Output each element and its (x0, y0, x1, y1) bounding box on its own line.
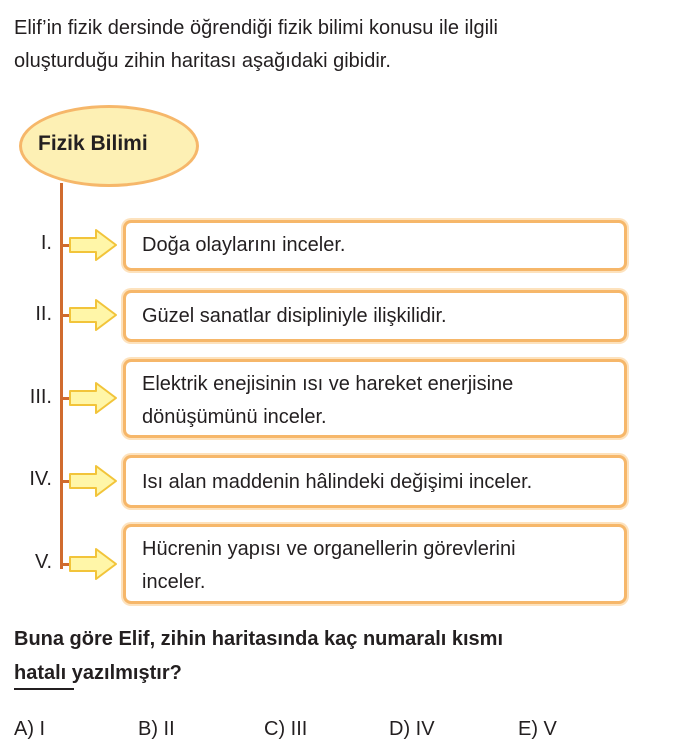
item-numeral-5: V. (34, 551, 52, 573)
choice-a[interactable]: A) I (14, 718, 46, 740)
statement-5-line-2: inceler. (142, 571, 206, 593)
arrow-right-icon (68, 228, 118, 262)
statement-3-line-2: dönüşümünü inceler. (142, 406, 327, 428)
statement-1-line-1: Doğa olaylarını inceler. (142, 234, 346, 256)
choice-d[interactable]: D) IV (389, 718, 435, 740)
connector-line (60, 183, 63, 569)
choice-e[interactable]: E) V (518, 718, 557, 740)
statement-4-line-1: Isı alan maddenin hâlindeki değişimi inceler. (142, 471, 533, 493)
arrow-right-icon (68, 381, 118, 415)
statement-text-3 (142, 368, 614, 434)
statement-text-5 (142, 533, 614, 599)
item-numeral-3: III. (29, 386, 52, 408)
arrow-right-icon (68, 547, 118, 581)
emphasis-underline (14, 688, 74, 690)
statement-3-line-1: Elektrik enejisinin ısı ve hareket enerjisine (142, 373, 514, 395)
choice-c[interactable]: C) III (264, 718, 308, 740)
intro-text (14, 12, 674, 78)
choice-b[interactable]: B) II (138, 718, 175, 740)
statement-text-2 (142, 300, 614, 333)
question-text (14, 622, 674, 690)
statement-2-line-1: Güzel sanatlar disipliniyle ilişkilidir. (142, 305, 447, 327)
statement-text-1 (142, 229, 614, 262)
statement-box-3 (123, 359, 627, 438)
question-line-2: hatalı yazılmıştır? (14, 662, 182, 684)
intro-line-2: oluşturduğu zihin haritası aşağıdaki gibidir. (14, 50, 391, 72)
item-numeral-2: II. (35, 303, 52, 325)
statement-5-line-1: Hücrenin yapısı ve organellerin görevlerini (142, 538, 516, 560)
statement-box-1 (123, 220, 627, 271)
statement-box-4 (123, 455, 627, 508)
item-numeral-1: I. (40, 232, 52, 254)
arrow-right-icon (68, 464, 118, 498)
item-numeral-4: IV. (29, 468, 52, 490)
statement-box-2 (123, 290, 627, 342)
statement-text-4 (142, 466, 614, 499)
arrow-right-icon (68, 298, 118, 332)
intro-line-1: Elif’in fizik dersinde öğrendiği fizik bilimi konusu ile ilgili (14, 17, 498, 39)
statement-box-5 (123, 524, 627, 604)
topic-label: Fizik Bilimi (38, 132, 148, 155)
question-line-1: Buna göre Elif, zihin haritasında kaç numaralı kısmı (14, 628, 504, 650)
